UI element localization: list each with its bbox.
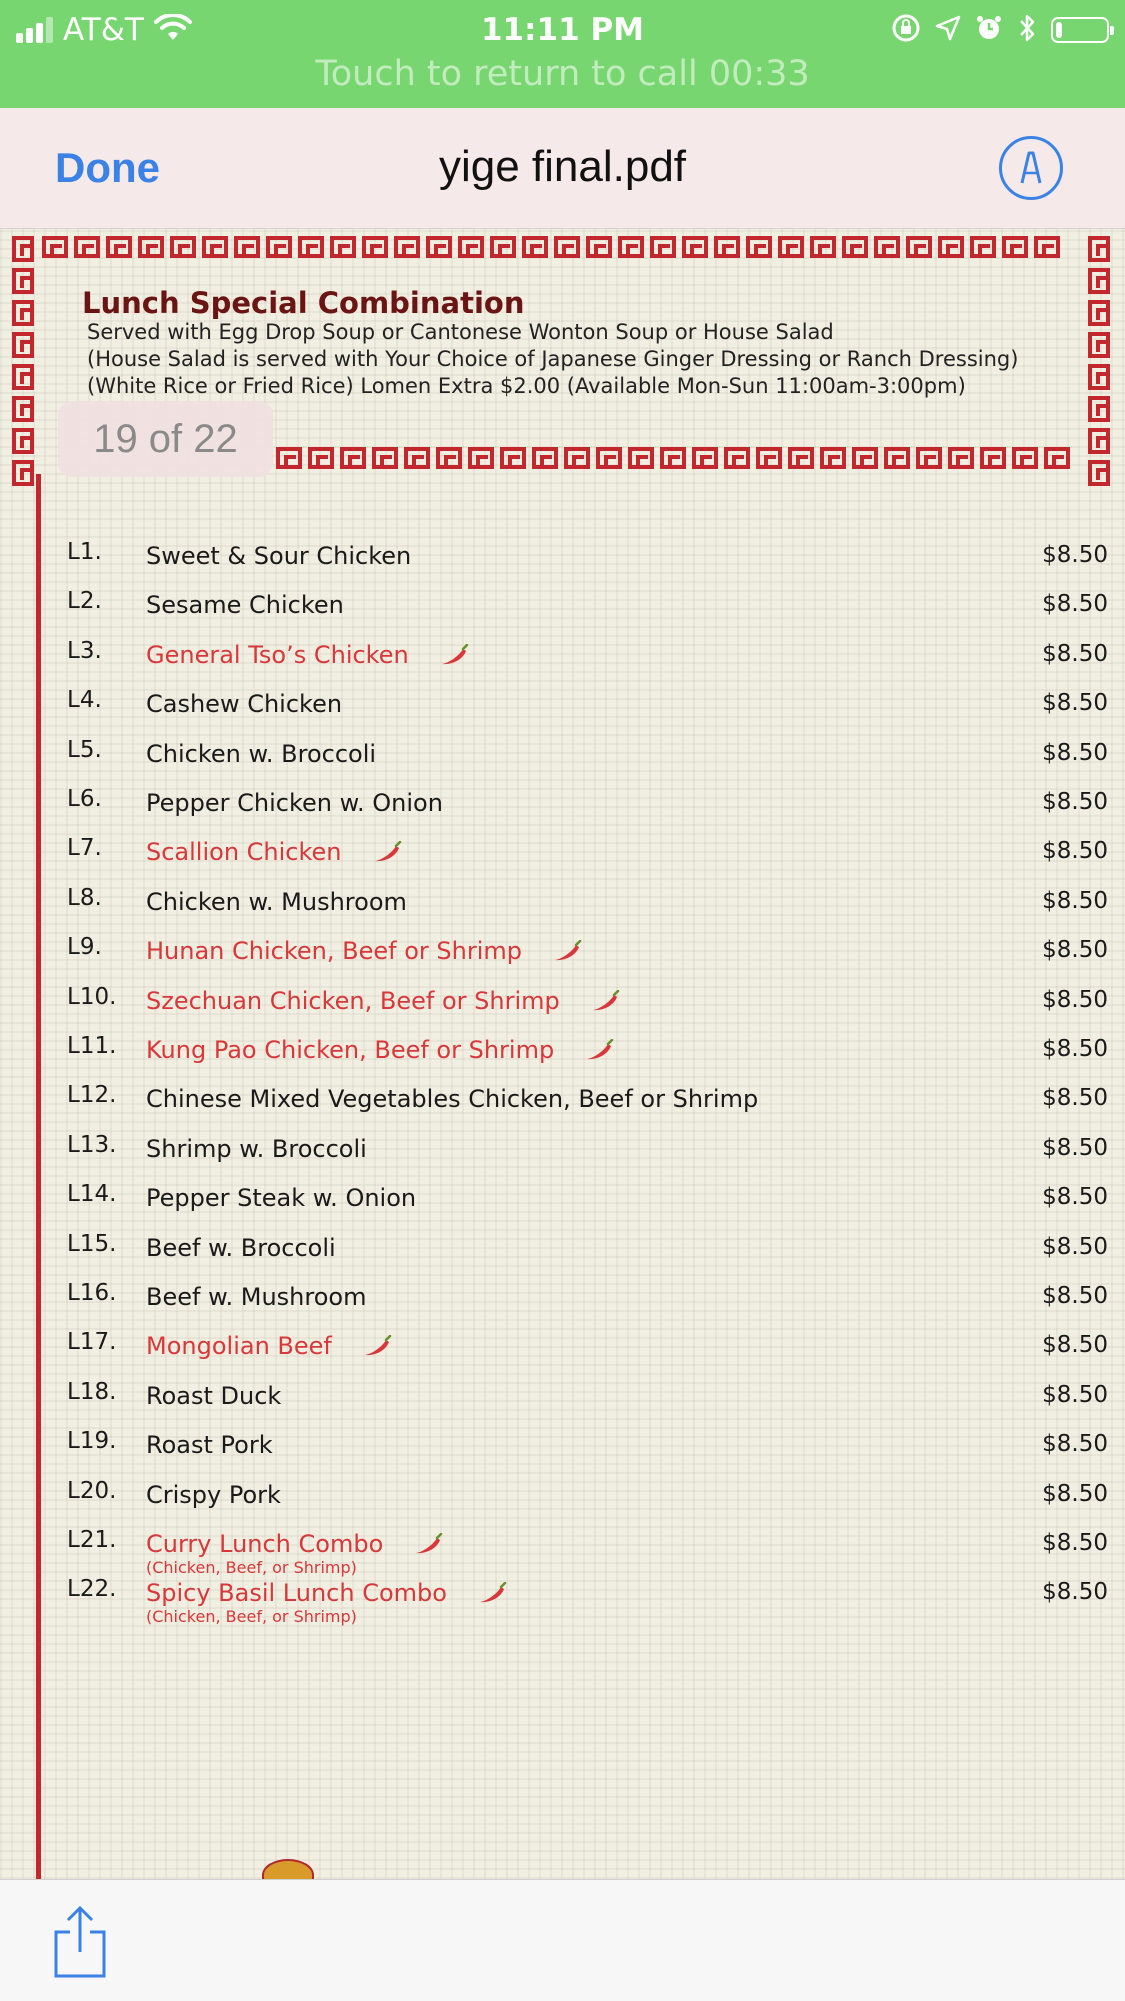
greek-key-motif: [12, 300, 34, 326]
greek-key-motif: [1088, 460, 1110, 486]
greek-key-motif: [628, 447, 654, 469]
menu-item-number: L10.: [67, 983, 117, 1010]
menu-item-price: $8.50: [1042, 1184, 1108, 1211]
greek-key-motif: [650, 236, 676, 258]
menu-item-name: Mongolian Beef: [146, 1332, 332, 1361]
greek-key-motif: [874, 236, 900, 258]
menu-item-price: $8.50: [1042, 1233, 1108, 1260]
greek-key-motif: [298, 236, 324, 258]
menu-item-name: Beef w. Mushroom: [146, 1283, 367, 1311]
chili-pepper-icon: [439, 644, 469, 666]
greek-key-motif: [1088, 300, 1110, 326]
greek-key-motif: [1012, 447, 1038, 469]
greek-key-motif: [778, 236, 804, 258]
greek-key-motif: [980, 447, 1006, 469]
menu-item-row: [0, 934, 1125, 974]
chili-pepper-icon: [477, 1582, 507, 1604]
greek-key-motif: [12, 268, 34, 294]
menu-item-price: $8.50: [1042, 1530, 1108, 1556]
section-description-line: (House Salad is served with Your Choice of Japanese Ginger Dressing or Ranch Dressing): [87, 347, 1019, 371]
battery-icon: [1051, 17, 1109, 43]
menu-item-price: $8.50: [1042, 739, 1108, 766]
menu-item-number: L11.: [67, 1033, 117, 1059]
menu-item-row: [0, 1181, 1125, 1221]
alarm-icon: [975, 14, 1003, 46]
menu-item-name: Cashew Chicken: [146, 690, 343, 719]
menu-item-number: L19.: [67, 1428, 117, 1455]
greek-key-motif: [458, 236, 484, 258]
menu-item-row: [0, 1478, 1125, 1518]
menu-item-name: General Tso’s Chicken: [146, 640, 409, 669]
greek-key-motif: [852, 447, 878, 469]
menu-item-row: [0, 786, 1125, 826]
greek-key-motif: [404, 447, 430, 469]
greek-key-motif: [1088, 428, 1110, 454]
menu-item-row: [0, 539, 1125, 579]
menu-item-name: Beef w. Broccoli: [146, 1233, 336, 1262]
menu-item-number: L20.: [67, 1477, 117, 1504]
menu-item-price: $8.50: [1042, 1332, 1108, 1359]
bluetooth-icon: [1017, 13, 1037, 47]
carrier-name: AT&T: [63, 12, 144, 48]
menu-item-row: [0, 1033, 1125, 1073]
greek-key-motif: [938, 236, 964, 258]
greek-key-motif: [756, 447, 782, 469]
greek-key-motif: [362, 236, 388, 258]
menu-item-note: (Chicken, Beef, or Shrimp): [146, 1558, 357, 1577]
greek-key-motif: [788, 447, 814, 469]
menu-item-number: L1.: [67, 539, 102, 565]
greek-key-motif: [42, 236, 68, 258]
menu-item-name: Sweet & Sour Chicken: [146, 542, 412, 570]
greek-key-motif: [340, 447, 366, 469]
menu-item-note: (Chicken, Beef, or Shrimp): [146, 1607, 357, 1627]
greek-key-motif: [948, 447, 974, 469]
greek-key-motif: [714, 236, 740, 258]
greek-key-motif: [660, 447, 686, 469]
menu-item-price: $8.50: [1042, 591, 1108, 618]
section-description-line: Served with Egg Drop Soup or Cantonese Wonton Soup or House Salad: [87, 320, 834, 344]
menu-item-row: [0, 588, 1125, 628]
greek-key-motif: [1088, 364, 1110, 390]
menu-item-name: Curry Lunch Combo: [146, 1530, 384, 1558]
menu-item-name: Roast Pork: [146, 1431, 273, 1460]
menu-item-price: $8.50: [1042, 789, 1108, 815]
menu-item-name: Sesame Chicken: [146, 591, 344, 620]
menu-item-number: L15.: [67, 1230, 117, 1257]
menu-item-row: [0, 638, 1125, 678]
greek-key-motif: [490, 236, 516, 258]
menu-item-name: Chicken w. Broccoli: [146, 739, 377, 768]
greek-key-motif: [12, 236, 34, 262]
menu-item-number: L6.: [67, 786, 102, 812]
menu-item-number: L16.: [67, 1280, 117, 1306]
menu-item-price: $8.50: [1042, 542, 1108, 568]
menu-item-name: Chinese Mixed Vegetables Chicken, Beef or Shrimp: [146, 1085, 759, 1114]
share-icon[interactable]: [52, 1904, 108, 1980]
menu-item-name: Scallion Chicken: [146, 838, 342, 867]
greek-key-motif: [106, 236, 132, 258]
greek-key-motif: [970, 236, 996, 258]
chili-pepper-icon: [552, 940, 582, 962]
greek-key-motif: [842, 236, 868, 258]
menu-item-name: Roast Duck: [146, 1381, 282, 1410]
greek-key-motif: [1034, 236, 1060, 258]
greek-key-motif: [564, 447, 590, 469]
greek-key-motif: [202, 236, 228, 258]
menu-item-price: $8.50: [1042, 887, 1108, 914]
greek-key-motif: [468, 447, 494, 469]
menu-item-price: $8.50: [1042, 986, 1108, 1013]
menu-item-row: [0, 1428, 1125, 1468]
menu-item-row: [0, 687, 1125, 727]
greek-key-motif: [394, 236, 420, 258]
greek-key-motif: [596, 447, 622, 469]
menu-item-name: Chicken w. Mushroom: [146, 887, 407, 916]
menu-item-number: L13.: [67, 1131, 117, 1158]
menu-item-price: $8.50: [1042, 1431, 1108, 1458]
chili-pepper-icon: [584, 1039, 614, 1061]
menu-item-name: Hunan Chicken, Beef or Shrimp: [146, 937, 522, 966]
section-description-line: (White Rice or Fried Rice) Lomen Extra $2.00 (Available Mon-Sun 11:00am-3:00pm): [87, 374, 966, 398]
markup-pen-icon[interactable]: [999, 136, 1063, 200]
menu-item-number: L7.: [67, 835, 102, 862]
menu-item-number: L17.: [67, 1329, 117, 1356]
menu-item-price: $8.50: [1042, 1480, 1108, 1507]
greek-key-motif: [1088, 236, 1110, 262]
menu-item-row: [0, 1379, 1125, 1419]
chili-pepper-icon: [372, 841, 402, 863]
greek-key-motif: [820, 447, 846, 469]
menu-item-price: $8.50: [1042, 1283, 1108, 1309]
greek-key-motif: [74, 236, 100, 258]
menu-item-row: [0, 1527, 1125, 1577]
menu-item-number: L22.: [67, 1576, 117, 1603]
menu-item-number: L8.: [67, 884, 102, 911]
menu-item-price: $8.50: [1042, 1579, 1108, 1606]
menu-item-name: Szechuan Chicken, Beef or Shrimp: [146, 986, 560, 1015]
greek-key-motif: [308, 447, 334, 469]
menu-item-row: [0, 1280, 1125, 1320]
menu-item-price: $8.50: [1042, 1381, 1108, 1408]
menu-item-number: L2.: [67, 588, 102, 615]
menu-item-row: [0, 835, 1125, 875]
menu-item-row: [0, 885, 1125, 925]
menu-item-number: L21.: [67, 1527, 117, 1553]
greek-key-motif: [1088, 396, 1110, 422]
menu-item-number: L4.: [67, 687, 102, 714]
menu-item-price: $8.50: [1042, 640, 1108, 667]
return-to-call-banner[interactable]: Touch to return to call 00:33: [315, 54, 810, 94]
greek-key-motif: [276, 447, 302, 469]
greek-key-motif: [12, 364, 34, 390]
greek-key-motif: [1088, 268, 1110, 294]
menu-item-number: L12.: [67, 1082, 117, 1109]
greek-key-motif: [1088, 332, 1110, 358]
greek-key-motif: [522, 236, 548, 258]
greek-key-motif: [682, 236, 708, 258]
menu-item-row: [0, 1576, 1125, 1627]
greek-key-motif: [554, 236, 580, 258]
clock: 11:11 PM: [480, 12, 645, 48]
section-title: Lunch Special Combination: [82, 286, 525, 320]
greek-key-motif: [12, 428, 34, 454]
menu-item-price: $8.50: [1042, 937, 1108, 964]
menu-item-price: $8.50: [1042, 1036, 1108, 1062]
chili-pepper-icon: [590, 990, 620, 1012]
menu-item-row: [0, 984, 1125, 1024]
greek-key-motif: [170, 236, 196, 258]
greek-key-motif: [436, 447, 462, 469]
greek-key-motif: [724, 447, 750, 469]
menu-item-row: [0, 1231, 1125, 1271]
greek-key-motif: [12, 460, 34, 486]
menu-item-price: $8.50: [1042, 690, 1108, 717]
greek-key-motif: [372, 447, 398, 469]
greek-key-motif: [916, 447, 942, 469]
menu-item-number: L5.: [67, 736, 102, 763]
greek-key-motif: [906, 236, 932, 258]
menu-item-row: [0, 1082, 1125, 1122]
menu-item-name: Pepper Steak w. Onion: [146, 1184, 417, 1213]
battery-level: [1056, 22, 1062, 38]
document-title: yige final.pdf: [438, 142, 687, 191]
location-icon: [935, 15, 961, 45]
greek-key-motif: [500, 447, 526, 469]
greek-key-motif: [884, 447, 910, 469]
menu-item-number: L18.: [67, 1378, 117, 1405]
greek-key-motif: [330, 236, 356, 258]
greek-key-motif: [692, 447, 718, 469]
chili-pepper-icon: [413, 1533, 443, 1555]
greek-key-motif: [586, 236, 612, 258]
menu-item-price: $8.50: [1042, 1085, 1108, 1112]
rotation-lock-icon: [891, 13, 921, 47]
greek-key-motif: [746, 236, 772, 258]
greek-key-motif: [532, 447, 558, 469]
menu-item-price: $8.50: [1042, 1134, 1108, 1161]
menu-divider-line: [36, 474, 41, 1884]
menu-item-number: L9.: [67, 934, 102, 961]
greek-key-motif: [618, 236, 644, 258]
menu-item-name: Spicy Basil Lunch Combo: [146, 1579, 447, 1608]
chili-pepper-icon: [362, 1335, 392, 1357]
menu-item-name: Crispy Pork: [146, 1480, 281, 1509]
menu-item-number: L3.: [67, 637, 102, 664]
greek-key-motif: [12, 396, 34, 422]
navigation-bar: [0, 108, 1125, 229]
pdf-page[interactable]: [0, 229, 1125, 1879]
menu-item-number: L14.: [67, 1181, 117, 1208]
menu-item-row: [0, 1329, 1125, 1369]
greek-key-motif: [12, 332, 34, 358]
menu-item-price: $8.50: [1042, 838, 1108, 865]
bottom-toolbar: [0, 1879, 1125, 2001]
greek-key-motif: [810, 236, 836, 258]
greek-key-motif: [234, 236, 260, 258]
greek-key-motif: [266, 236, 292, 258]
greek-key-motif: [426, 236, 452, 258]
greek-key-motif: [138, 236, 164, 258]
menu-item-name: Pepper Chicken w. Onion: [146, 789, 443, 817]
menu-item-row: [0, 737, 1125, 777]
menu-item-name: Kung Pao Chicken, Beef or Shrimp: [146, 1036, 555, 1064]
greek-key-motif: [1002, 236, 1028, 258]
menu-item-row: [0, 1132, 1125, 1172]
menu-item-name: Shrimp w. Broccoli: [146, 1134, 367, 1163]
page-indicator: 19 of 22: [58, 401, 273, 477]
status-bar: [0, 0, 1125, 108]
greek-key-motif: [1044, 447, 1070, 469]
done-button[interactable]: Done: [55, 144, 160, 191]
